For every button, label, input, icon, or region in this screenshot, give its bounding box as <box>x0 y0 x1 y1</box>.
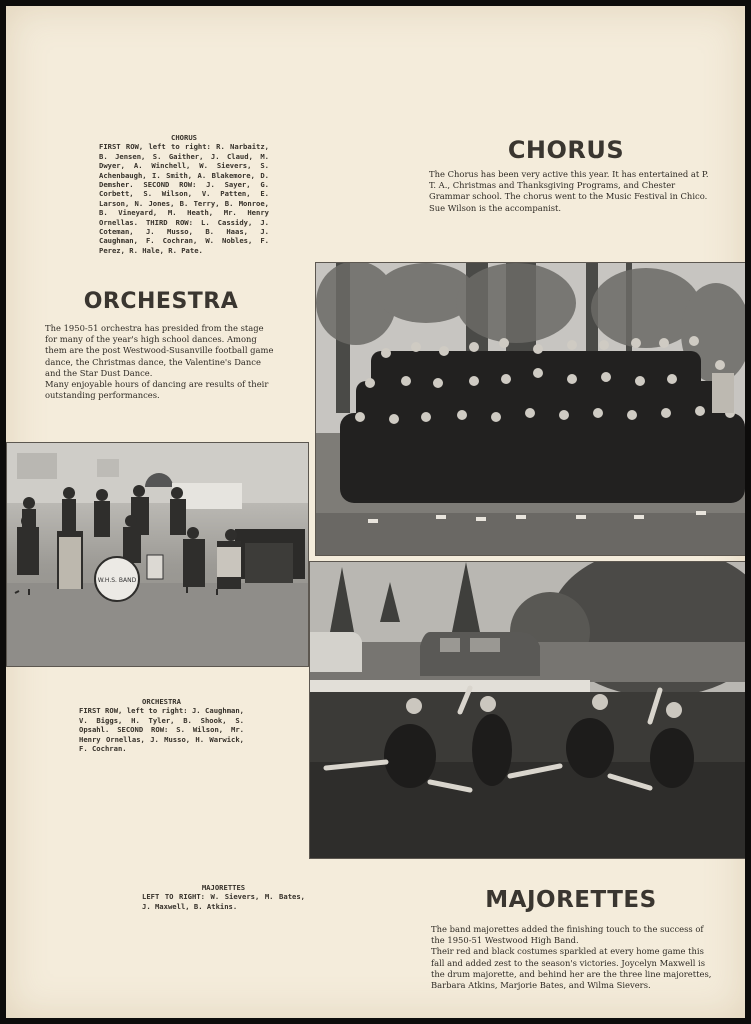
orchestra-paragraph <box>45 323 277 401</box>
orchestra-caption-text: FIRST ROW, left to right: J. Caughman, V. Biggs, H. Tyler, B. Shook, S. Opsahl. SECOND ROW: S. Wilson, Mr. Henry Ornellas, J. Musso, H. Warwick, F. Cochran. <box>79 706 244 754</box>
orchestra-heading: ORCHESTRA <box>83 289 239 314</box>
orchestra-paragraph-1: The 1950-51 orchestra has presided from the stage for many of the year's high school dances. Among them are the post Westwood-Susanville football game dance, the Christmas dance, the Valentine's Dance and the Star Dust Dance. <box>45 323 274 378</box>
orchestra-caption <box>79 697 244 753</box>
majorettes-paragraph <box>431 924 713 991</box>
chorus-photo <box>315 262 745 556</box>
majorettes-caption-text: LEFT TO RIGHT: W. Sievers, M. Bates, J. Maxwell, B. Atkins. <box>142 892 305 911</box>
majorettes-caption <box>142 883 305 911</box>
majorettes-heading: MAJORETTES <box>485 887 657 913</box>
orchestra-paragraph-2: Many enjoyable hours of dancing are results of their outstanding performances. <box>45 379 269 401</box>
orchestra-caption-title: ORCHESTRA <box>142 697 181 706</box>
chorus-heading: CHORUS <box>507 136 625 164</box>
orchestra-photo <box>6 442 309 667</box>
yearbook-page <box>6 6 745 1018</box>
chorus-paragraph: The Chorus has been very active this year. It has entertained at P. T. A., Christmas and Thanksgiving Programs, and Chester Grammar school. The chorus went to the Music Festival in Chico. Sue Wilson is the accompanist. <box>429 169 709 213</box>
drum-label: W.H.S. BAND <box>97 577 137 584</box>
majorettes-paragraph-2: Their red and black costumes sparkled at every home game this fall and added zest to the season's victories. Joycelyn Maxwell is the drum majorette, and behind her are the three line majorettes, Barbara Atkins, Marjorie Bates, and Wilma Sievers. <box>431 946 712 991</box>
majorettes-paragraph-1: The band majorettes added the finishing touch to the success of the 1950-51 Westwood High Band. <box>431 924 704 946</box>
chorus-caption-title: CHORUS <box>171 133 197 142</box>
majorettes-photo <box>309 561 745 859</box>
majorettes-caption-title: MAJORETTES <box>201 883 246 892</box>
chorus-caption-text: FIRST ROW, left to right: R. Narbaitz, B. Jensen, S. Gaither, J. Claud, M. Dwyer, A. Winchell, W. Sievers, S. Achenbaugh, I. Smith, A. Blakemore, D. Demsher. SECOND ROW: J. Sayer, G. Corbett, S. Wilson, V. Patten, E. Larson, N. Jones, B. Terry, B. Monroe, B. Vineyard, M. Heath, Mr. Henry Ornellas. THIRD ROW: L. Cassidy, J. Coteman, J. Musso, B. Haas, J. Caughman, F. Cochran, W. Nobles, F. Perez, R. Hale, R. Pate. <box>99 142 269 255</box>
chorus-caption <box>99 133 269 255</box>
